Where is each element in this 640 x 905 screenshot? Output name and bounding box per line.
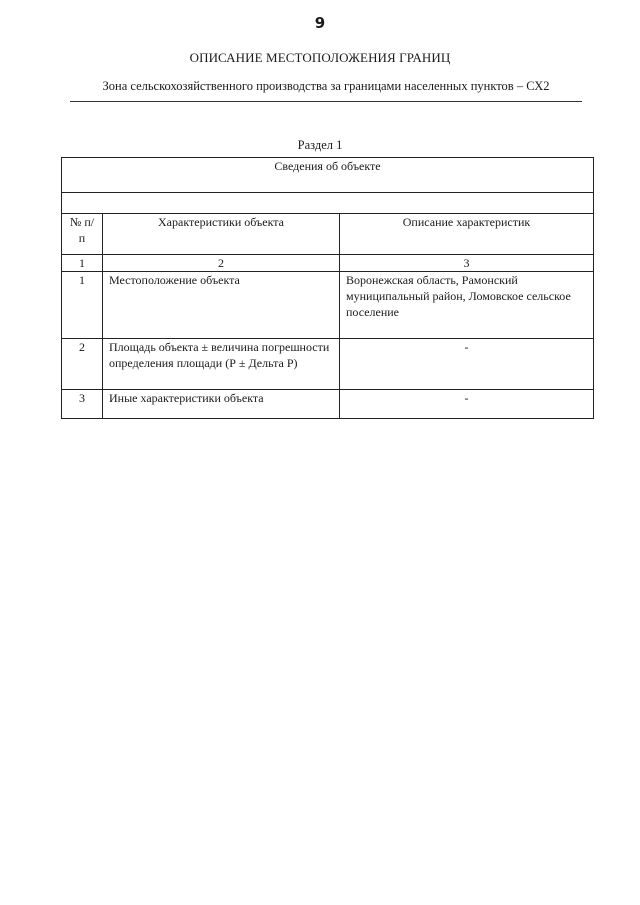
document-title: ОПИСАНИЕ МЕСТОПОЛОЖЕНИЯ ГРАНИЦ: [189, 50, 451, 65]
row-characteristic: Иные характеристики объекта: [103, 390, 340, 419]
object-info-table: [61, 157, 594, 419]
row-num: 3: [62, 390, 103, 419]
page-number: 9: [314, 14, 326, 32]
row-num: 2: [62, 339, 103, 390]
table-blank-row: [62, 193, 594, 214]
table-blank-cell: [62, 193, 594, 214]
document-subtitle: Зона сельскохозяйственного производства за границами населенных пунктов – СХ2: [102, 79, 550, 93]
header-description: Описание характеристик: [340, 214, 594, 255]
table-row: [62, 339, 594, 390]
table-title-row: [62, 158, 594, 193]
row-characteristic: Площадь объекта ± величина погрешности определения площади (Р ± Дельта Р): [103, 339, 340, 390]
section-label: Раздел 1: [297, 138, 343, 152]
column-index-1: 1: [62, 255, 103, 272]
table-row: [62, 390, 594, 419]
column-index-2: 2: [103, 255, 340, 272]
column-index-row: [62, 255, 594, 272]
row-characteristic: Местоположение объекта: [103, 272, 340, 339]
table-header-row: [62, 214, 594, 255]
header-characteristic: Характеристики объекта: [103, 214, 340, 255]
row-description: -: [340, 390, 594, 419]
column-index-3: 3: [340, 255, 594, 272]
row-description: Воронежская область, Рамонский муниципальный район, Ломовское сельское поселение: [340, 272, 594, 339]
table-title: Сведения об объекте: [62, 158, 594, 193]
row-description: -: [340, 339, 594, 390]
header-divider: [70, 101, 582, 102]
table-row: [62, 272, 594, 339]
header-num: № п/п: [62, 214, 103, 255]
row-num: 1: [62, 272, 103, 339]
